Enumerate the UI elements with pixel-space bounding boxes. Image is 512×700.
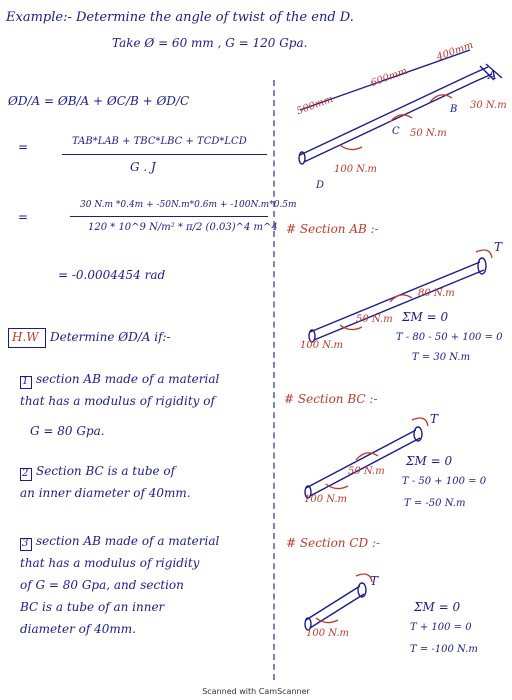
fraction-bar-1 (62, 154, 267, 155)
equation-3-numerator: 30 N.m *0.4m + -50N.m*0.6m + -100N.m*0.5m (80, 200, 297, 210)
section-ab-torque-50: 50 N.m (356, 314, 393, 325)
label-A: A (488, 68, 497, 82)
item-3-line-5: diameter of 40mm. (20, 622, 136, 636)
given-values: Take Ø = 60 mm , G = 120 Gpa. (112, 36, 308, 50)
label-B: B (450, 104, 458, 115)
equation-2-numerator: TAB*LAB + TBC*LBC + TCD*LCD (72, 136, 247, 147)
dim-600: 600mm (369, 65, 409, 90)
section-cd-eq-2: T + 100 = 0 (410, 622, 472, 633)
fraction-bar-2 (70, 216, 268, 217)
section-ab-eq-3: T = 30 N.m (412, 352, 471, 363)
section-ab-eq-1: ΣM = 0 (402, 310, 449, 324)
section-cd-eq-1: ΣM = 0 (414, 600, 461, 614)
section-cd-eq-3: T = -100 N.m (410, 644, 478, 655)
scanner-watermark: Scanned with CamScanner (202, 687, 310, 696)
section-bc-eq-2: T - 50 + 100 = 0 (402, 476, 487, 487)
item-3-line-4: BC is a tube of an inner (20, 600, 165, 614)
section-cd-title: # Section CD :- (286, 536, 381, 550)
item-3-line-1: section AB made of a material (36, 534, 220, 548)
torque-100: 100 N.m (334, 164, 378, 175)
section-bc-eq-3: T = -50 N.m (404, 498, 466, 509)
equation-1: ØD/A = ØB/A + ØC/B + ØD/C (8, 94, 190, 108)
dim-500: 500mm (295, 93, 335, 118)
section-bc-title: # Section BC :- (284, 392, 378, 406)
section-cd-torque-100: 100 N.m (306, 628, 350, 639)
result: = -0.0004454 rad (58, 268, 166, 282)
equation-2-denominator: G . J (130, 160, 156, 174)
item-1-line-2: that has a modulus of rigidity of (20, 394, 215, 408)
equation-3-denominator: 120 * 10^9 N/m² * π/2 (0.03)^4 m^4 (88, 222, 278, 233)
item-3-line-2: that has a modulus of rigidity (20, 556, 200, 570)
section-bc-eq-1: ΣM = 0 (406, 454, 453, 468)
dim-400: 400mm (435, 39, 475, 64)
section-bc-torque-50: 50 N.m (348, 466, 385, 477)
item-1-number: 1 (22, 376, 29, 387)
hw-label: H.W (12, 330, 39, 344)
equals-sign-2: = (18, 210, 29, 224)
item-2-number: 2 (22, 468, 29, 479)
section-ab-T: T (494, 240, 503, 254)
section-ab-eq-2: T - 80 - 50 + 100 = 0 (396, 332, 503, 343)
equals-sign-1: = (18, 140, 29, 154)
hw-title: Determine ØD/A if:- (50, 330, 171, 344)
section-cd-T: T (370, 574, 379, 588)
label-C: C (392, 126, 400, 137)
item-1-line-1: section AB made of a material (36, 372, 220, 386)
page-divider (273, 80, 275, 680)
section-ab-torque-100: 100 N.m (300, 340, 344, 351)
item-3-line-3: of G = 80 Gpa, and section (20, 578, 184, 592)
item-1-line-3: G = 80 Gpa. (30, 424, 105, 438)
example-title: Example:- Determine the angle of twist of the end D. (6, 10, 354, 25)
section-bc-torque-100: 100 N.m (304, 494, 348, 505)
torque-30: 30 N.m (470, 100, 507, 111)
item-3-number: 3 (22, 538, 29, 549)
section-ab-title: # Section AB :- (286, 222, 379, 236)
section-bc-T: T (430, 412, 439, 426)
item-2-line-1: Section BC is a tube of (36, 464, 176, 478)
section-ab-torque-80: 80 N.m (418, 288, 455, 299)
torque-50: 50 N.m (410, 128, 447, 139)
label-D: D (316, 180, 325, 191)
item-2-line-2: an inner diameter of 40mm. (20, 486, 191, 500)
